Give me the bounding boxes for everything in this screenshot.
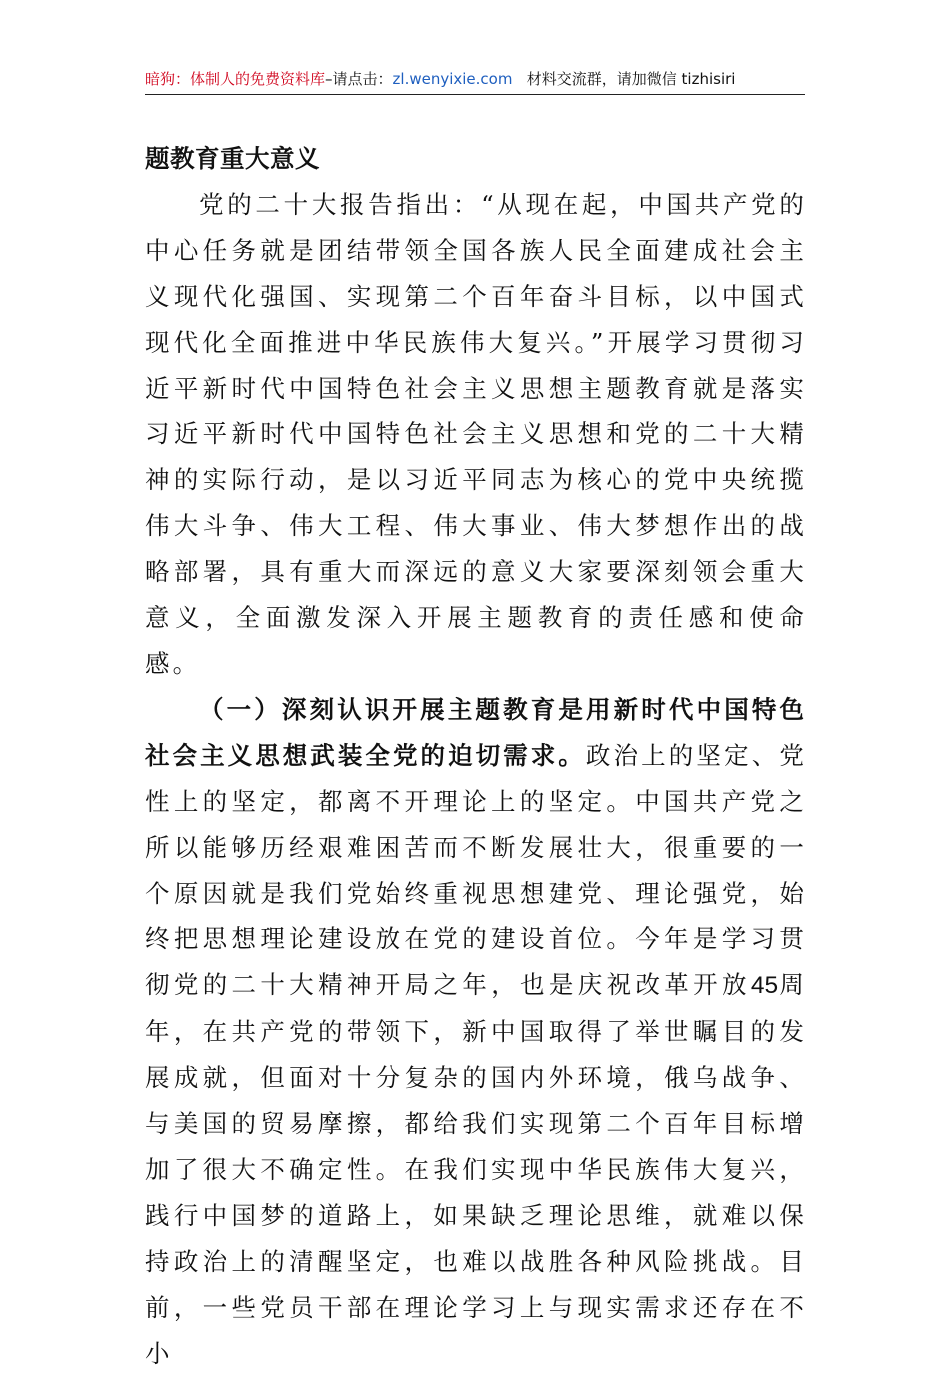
- section-one-text-a: 政治上的坚定、党性上的坚定，都离不开理论上的坚定。中国共产党之所以能够历经艰难困苦而不断发展壮大，很重要的一个原因就是我们党始终重视思想建党、理论强党，始终把思想理论建设放在党的建设首位。今年是学习贯彻党的二十大精神开局之年，也是庆祝改革开放: [145, 740, 807, 1000]
- section-one-number: 45: [750, 972, 779, 1000]
- page-header: [145, 68, 805, 95]
- header-brand: 暗狗：体制人的免费资料库: [145, 70, 326, 88]
- header-contact: 材料交流群，请加微信 tizhisiri: [526, 70, 736, 88]
- section-heading-continuation: 题教育重大意义: [145, 144, 320, 173]
- document-body: [145, 136, 807, 1376]
- header-click-prefix: –请点击：: [325, 70, 393, 88]
- paragraph-intro: 党的二十大报告指出：“从现在起，中国共产党的中心任务就是团结带领全国各族人民全面建成社会主义现代化强国、实现第二个百年奋斗目标，以中国式现代化全面推进中华民族伟大复兴。”开展学习贯彻习近平新时代中国特色社会主义思想主题教育就是落实习近平新时代中国特色社会主义思想和党的二十大精神的实际行动，是以习近平同志为核心的党中央统揽伟大斗争、伟大工程、伟大事业、伟大梦想作出的战略部署，具有重大而深远的意义大家要深刻领会重大意义，全面激发深入开展主题教育的责任感和使命感。: [145, 189, 807, 678]
- paragraph-section-one: [145, 687, 807, 1376]
- header-url-link[interactable]: zl.wenyixie.com: [392, 70, 513, 88]
- section-one-heading: （一）深刻认识开展主题教育是用新时代中国特色社会主义思想武装全党的迫切需求。: [145, 694, 807, 770]
- section-one-text-b: 周年，在共产党的带领下，新中国取得了举世瞩目的发展成就，但面对十分复杂的国内外环境，俄乌战争、与美国的贸易摩擦，都给我们实现第二个百年目标增加了很大不确定性。在我们实现中华民族伟大复兴，践行中国梦的道路上，如果缺乏理论思维，就难以保持政治上的清醒坚定，也难以战胜各种风险挑战。目前，一些党员干部在理论学习上与现实需求还存在不小: [145, 970, 807, 1368]
